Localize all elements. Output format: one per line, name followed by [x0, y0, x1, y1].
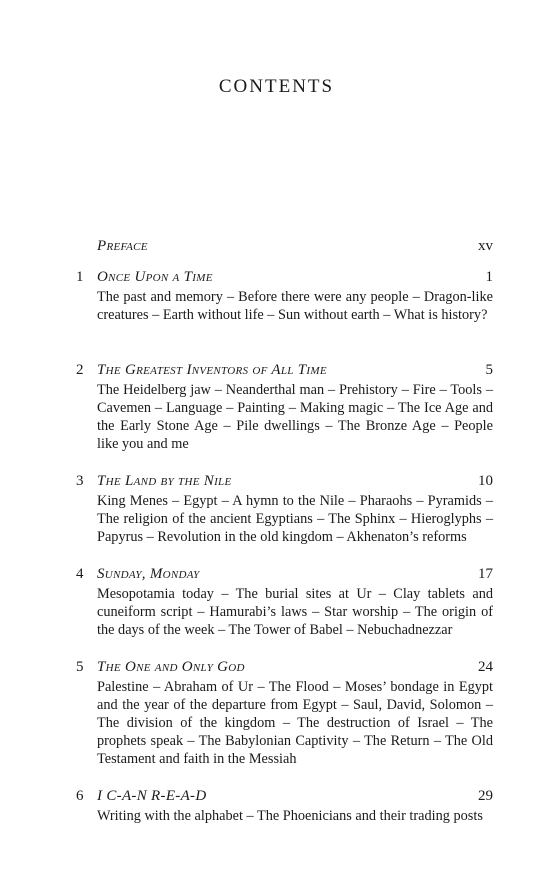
chapter-page-number: 24 — [478, 659, 493, 675]
toc-entry-chapter-3 — [70, 473, 493, 566]
chapter-title: The Greatest Inventors of All Time — [97, 362, 327, 378]
chapter-description: Writing with the alphabet – The Phoenicians and their trading posts — [97, 808, 483, 824]
chapter-description: Palestine – Abraham of Ur – The Flood – Moses’ bondage in Egypt and the year of the departure from Egypt – Saul, David, Solomon – The division of the kingdom – The destruction of Israel – The prophets speak – The Babylonian Captivity – The Return – The Old Testament and faith in the Messiah — [97, 679, 493, 767]
toc-entry-chapter-2 — [70, 362, 493, 473]
chapter-description: The Heidelberg jaw – Neanderthal man – Prehistory – Fire – Tools – Cavemen – Language – Painting – Making magic – The Ice Age and the Early Stone Age – Pile dwellings – The Bronze Age – People like you and me — [97, 382, 493, 452]
toc-entry-chapter-5 — [70, 659, 493, 788]
chapter-number: 6 — [76, 788, 84, 804]
chapter-number: 4 — [76, 566, 84, 582]
chapter-number: 2 — [76, 362, 84, 378]
chapter-description: Mesopotamia today – The burial sites at Ur – Clay tablets and cuneiform script – Hamurabi’s laws – Star worship – The origin of the days of the week – The Tower of Babel – Nebuchadnezzar — [97, 586, 493, 638]
chapter-description: King Menes – Egypt – A hymn to the Nile – Pharaohs – Pyramids – The religion of the ancient Egyptians – The Sphinx – Hieroglyphs – Papyrus – Revolution in the old kingdom – Akhenaton’s reforms — [97, 493, 493, 545]
table-of-contents — [70, 238, 493, 825]
chapter-number: 5 — [76, 659, 84, 675]
toc-entry-chapter-6 — [70, 788, 493, 825]
preface-title: Preface — [97, 238, 148, 254]
toc-entry-chapter-1 — [70, 269, 493, 362]
chapter-description: The past and memory – Before there were any people – Dragon-like creatures – Earth without life – Sun without earth – What is history? — [97, 289, 493, 323]
chapter-number: 3 — [76, 473, 84, 489]
chapter-title: I C-A-N R-E-A-D — [97, 788, 207, 804]
chapter-title: The One and Only God — [97, 659, 245, 675]
chapter-title: Once Upon a Time — [97, 269, 213, 285]
chapter-page-number: 1 — [485, 269, 493, 285]
chapter-title: The Land by the Nile — [97, 473, 232, 489]
chapter-page-number: 29 — [478, 788, 493, 804]
preface-page-number: xv — [478, 238, 493, 254]
chapter-page-number: 5 — [485, 362, 493, 378]
chapter-title: Sunday, Monday — [97, 566, 200, 582]
toc-entry-chapter-4 — [70, 566, 493, 659]
chapter-page-number: 17 — [478, 566, 493, 582]
chapter-number: 1 — [76, 269, 84, 285]
page-title: CONTENTS — [218, 76, 335, 97]
chapter-page-number: 10 — [478, 473, 493, 489]
toc-entry-preface — [70, 238, 493, 269]
